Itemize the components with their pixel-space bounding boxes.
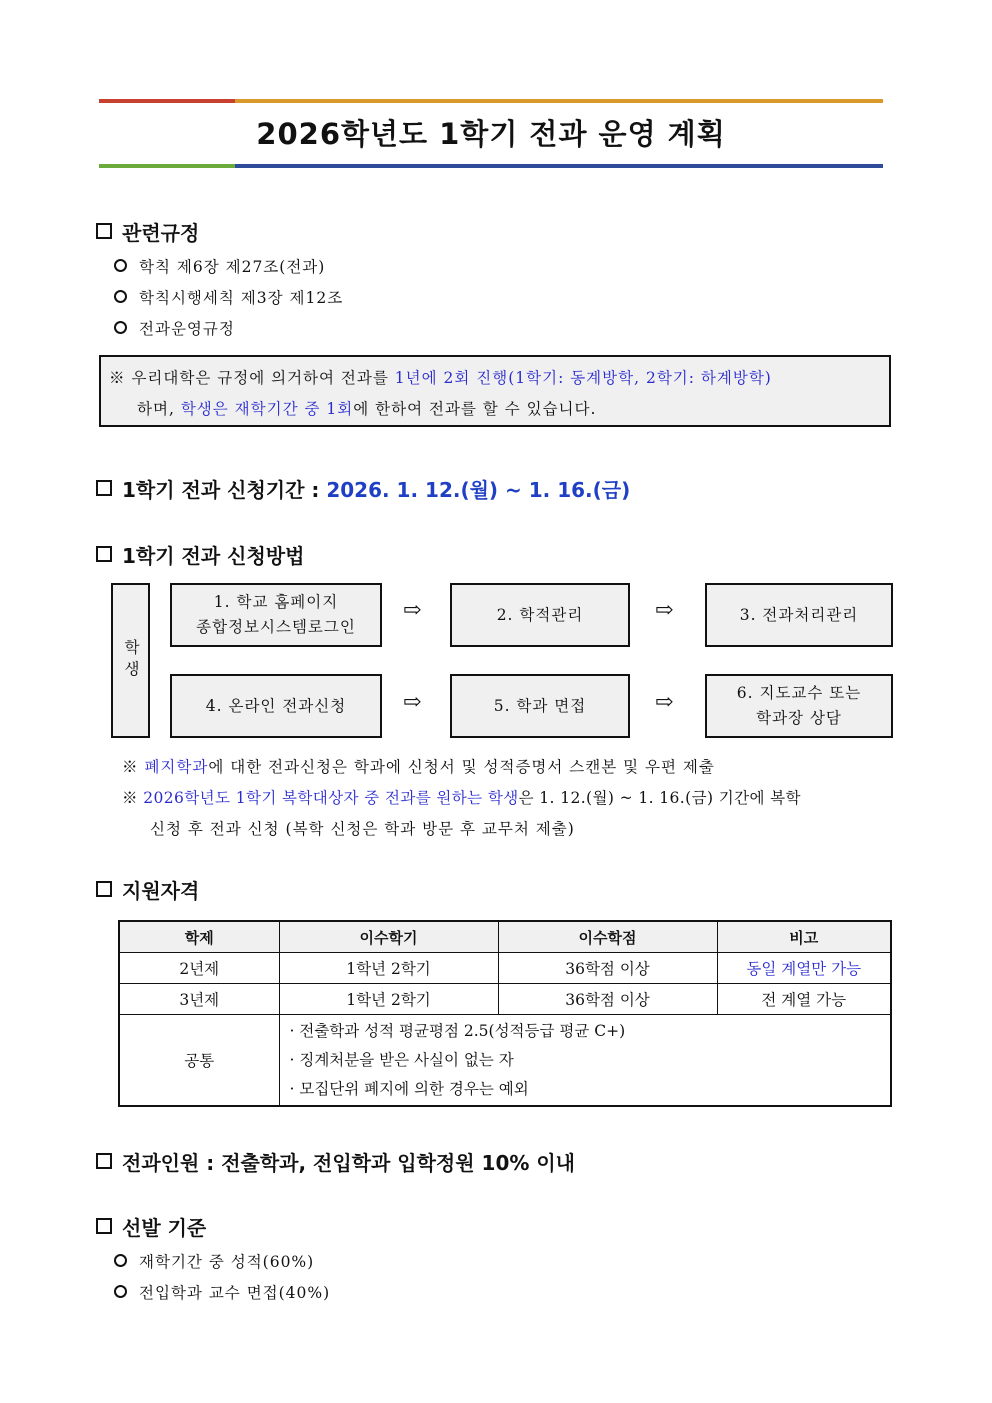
method-note-1 <box>122 755 715 777</box>
note-highlight: 2026학년도 1학기 복학대상자 중 전과를 원하는 학생 <box>143 789 519 807</box>
cell: 공통 <box>119 1015 279 1107</box>
list-item <box>114 1281 330 1303</box>
list-item <box>114 317 235 339</box>
section-application-period <box>96 474 630 503</box>
header-cell: 이수학점 <box>498 921 717 953</box>
note-text: 우리대학은 규정에 의거하여 전과를 <box>131 369 395 387</box>
right-arrow-icon: ⇨ <box>655 598 674 623</box>
checkbox-square-icon <box>96 480 112 496</box>
criteria-line: · 전출학과 성적 평균평점 2.5(성적등급 평균 C+) <box>289 1021 626 1040</box>
circle-bullet-icon <box>114 321 127 334</box>
table-row <box>119 984 891 1015</box>
section-quota <box>96 1147 575 1176</box>
item-text: 전입학과 교수 면접(40%) <box>139 1284 331 1302</box>
cell: 전 계열 가능 <box>717 984 891 1015</box>
heading-text: 1학기 전과 신청기간 : <box>122 478 327 502</box>
step-1 <box>170 583 382 647</box>
criteria-line: · 징계처분을 받은 사실이 없는 자 <box>289 1050 514 1069</box>
period-date: 2026. 1. 12.(월) ~ 1. 16.(금) <box>326 478 631 502</box>
notice-box <box>99 355 891 427</box>
note-line-2 <box>137 397 596 419</box>
section-regulations <box>96 217 199 246</box>
circle-bullet-icon <box>114 1254 127 1267</box>
section-eligibility <box>96 875 199 904</box>
step-4: 4. 온라인 전과신청 <box>170 674 382 738</box>
right-arrow-icon: ⇨ <box>403 598 422 623</box>
list-item <box>114 286 343 308</box>
list-item <box>114 255 325 277</box>
note-highlight: 폐지학과 <box>144 758 209 776</box>
heading-text: 선발 기준 <box>122 1216 207 1240</box>
circle-bullet-icon <box>114 259 127 272</box>
title-bar-bottom-left <box>99 164 235 168</box>
table-header-row <box>119 921 891 953</box>
step-text: 학과장 상담 <box>756 709 842 727</box>
heading-text: 1학기 전과 신청방법 <box>122 544 305 568</box>
heading-text: 지원자격 <box>122 879 200 903</box>
cell: 2년제 <box>119 953 279 984</box>
title-bar-top-right <box>235 99 883 103</box>
circle-bullet-icon <box>114 290 127 303</box>
step-text: 6. 지도교수 또는 <box>736 684 862 702</box>
header-cell: 학제 <box>119 921 279 953</box>
step-3: 3. 전과처리관리 <box>705 583 893 647</box>
circle-bullet-icon <box>114 1285 127 1298</box>
cell: 동일 계열만 가능 <box>717 953 891 984</box>
checkbox-square-icon <box>96 1153 112 1169</box>
header-cell: 비고 <box>717 921 891 953</box>
note-highlight: 1년에 2회 진행(1학기: 동계방학, 2학기: 하계방학) <box>394 369 772 387</box>
note-text: 은 1. 12.(월) ~ 1. 16.(금) 기간에 복학 <box>518 789 801 807</box>
item-text: 학칙 제6장 제27조(전과) <box>139 258 326 276</box>
checkbox-square-icon <box>96 223 112 239</box>
cell: 1학년 2학기 <box>279 953 498 984</box>
right-arrow-icon: ⇨ <box>655 690 674 715</box>
item-text: 재학기간 중 성적(60%) <box>139 1253 315 1271</box>
step-text: 1. 학교 홈페이지 <box>213 593 339 611</box>
page-title: 2026학년도 1학기 전과 운영 계획 <box>256 117 726 151</box>
header-cell: 이수학기 <box>279 921 498 953</box>
checkbox-square-icon <box>96 546 112 562</box>
list-item <box>114 1250 314 1272</box>
criteria-line: · 모집단위 폐지에 의한 경우는 예외 <box>289 1079 529 1098</box>
step-text: 종합정보시스템로그인 <box>196 618 356 636</box>
checkbox-square-icon <box>96 881 112 897</box>
section-selection-criteria <box>96 1212 206 1241</box>
item-text: 전과운영규정 <box>139 320 235 338</box>
note-text: 에 한하여 전과를 할 수 있습니다. <box>353 400 597 418</box>
note-mark: ※ <box>122 789 138 807</box>
common-criteria-cell <box>279 1015 891 1107</box>
table-row-common <box>119 1015 891 1107</box>
note-text: 하며, <box>137 400 181 418</box>
note-mark: ※ <box>109 369 126 387</box>
cell: 36학점 이상 <box>498 953 717 984</box>
right-arrow-icon: ⇨ <box>403 690 422 715</box>
title-bar-top-left <box>99 99 235 103</box>
step-6 <box>705 674 893 738</box>
heading-text: 관련규정 <box>122 221 200 245</box>
cell: 3년제 <box>119 984 279 1015</box>
step-2: 2. 학적관리 <box>450 583 630 647</box>
eligibility-table <box>118 920 892 1107</box>
method-note-2 <box>122 786 801 808</box>
note-line-1 <box>109 366 772 388</box>
item-text: 학칙시행세칙 제3장 제12조 <box>139 289 344 307</box>
cell: 36학점 이상 <box>498 984 717 1015</box>
heading-text: 전과인원 : 전출학과, 전입학과 입학정원 10% 이내 <box>122 1151 576 1175</box>
step-5: 5. 학과 면접 <box>450 674 630 738</box>
note-highlight: 학생은 재학기간 중 1회 <box>180 400 354 418</box>
checkbox-square-icon <box>96 1218 112 1234</box>
note-mark: ※ <box>122 758 139 776</box>
note-text: 에 대한 전과신청은 학과에 신청서 및 성적증명서 스캔본 및 우편 제출 <box>208 758 715 776</box>
table-row <box>119 953 891 984</box>
cell: 1학년 2학기 <box>279 984 498 1015</box>
method-note-2-cont: 신청 후 전과 신청 (복학 신청은 학과 방문 후 교무처 제출) <box>150 820 575 838</box>
section-application-method <box>96 540 304 569</box>
title-bar-bottom-right <box>235 164 883 168</box>
actor-student: 학생 <box>111 583 150 738</box>
